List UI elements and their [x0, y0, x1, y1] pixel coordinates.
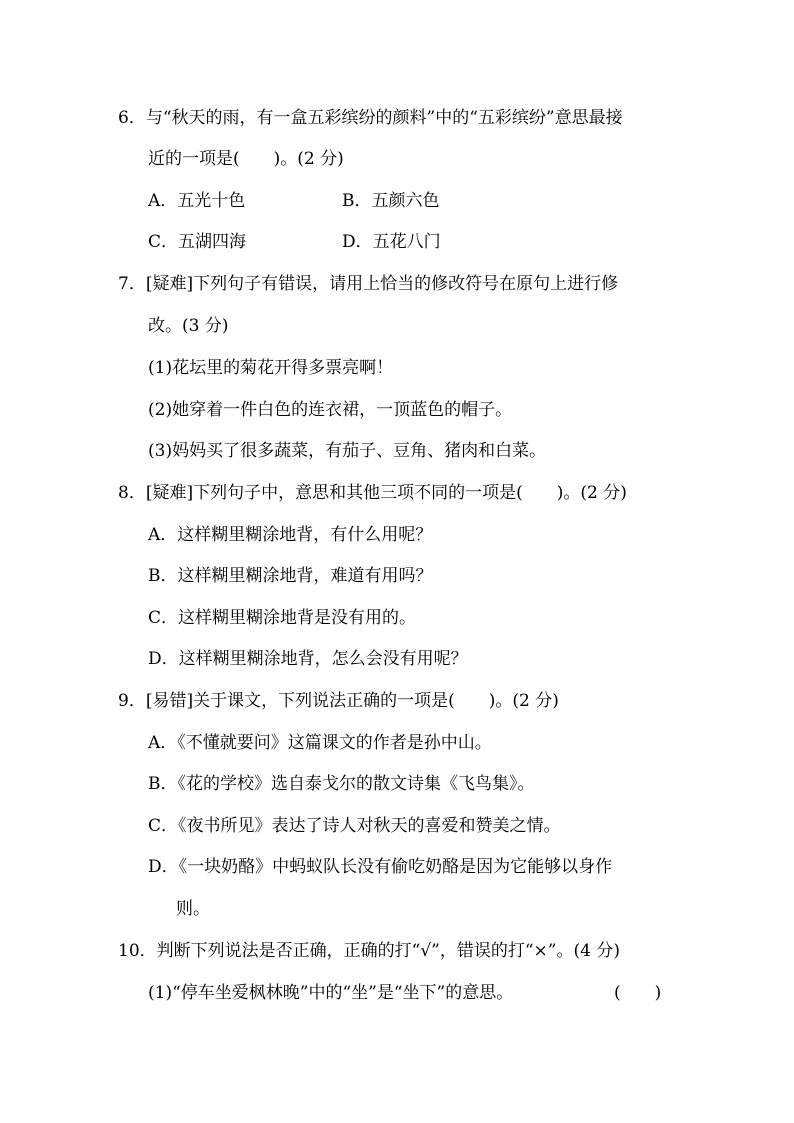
question-9-option-c: C．《夜书所见》表达了诗人对秋天的喜爱和赞美之情。 — [148, 816, 561, 836]
question-8-option-c: C．这样糊里糊涂地背是没有用的。 — [148, 608, 417, 628]
question-6-option-d: D．五花八门 — [342, 232, 441, 252]
question-8-option-d: D．这样糊里糊涂地背，怎么会没有用呢？ — [148, 649, 468, 669]
question-6-option-a: A．五光十色 — [148, 191, 246, 211]
question-6-option-b: B．五颜六色 — [342, 191, 440, 211]
question-7-item-1: (1)花坛里的菊花开得多票亮啊！ — [148, 358, 394, 378]
question-7-item-2: (2)她穿着一件白色的连衣裙，一顶蓝色的帽子。 — [148, 400, 513, 420]
question-8-option-a: A．这样糊里糊涂地背，有什么用呢？ — [148, 525, 433, 545]
question-7-stem-line-1: 7．[疑难]下列句子有错误，请用上恰当的修改符号在原句上进行修 — [118, 274, 619, 294]
question-6-stem-line-1: 6．与“秋天的雨，有一盒五彩缤纷的颜料”中的“五彩缤纷”意思最接 — [118, 108, 623, 128]
question-9-option-d-line-1: D．《一块奶酪》中蚂蚁队长没有偷吃奶酪是因为它能够以身作 — [148, 857, 613, 877]
question-7-stem-line-2: 改。(3 分) — [148, 316, 229, 336]
question-8-option-b: B．这样糊里糊涂地背，难道有用吗？ — [148, 566, 433, 586]
question-6-stem-line-2: 近的一项是( )。(2 分) — [148, 149, 344, 169]
question-6-option-c: C．五湖四海 — [148, 232, 247, 252]
question-10-stem: 10．判断下列说法是否正确，正确的打“√”，错误的打“×”。(4 分) — [118, 941, 620, 961]
question-9-option-a: A．《不懂就要问》这篇课文的作者是孙中山。 — [148, 733, 492, 753]
question-9-option-d-line-2: 则。 — [176, 899, 210, 919]
question-7-item-3: (3)妈妈买了很多蔬菜，有茄子、豆角、猪肉和白菜。 — [148, 441, 547, 461]
question-9-stem: 9．[易错]关于课文，下列说法正确的一项是( )。(2 分) — [118, 691, 559, 711]
question-10-item-1-answer-bracket[interactable]: ( ) — [614, 983, 662, 1003]
question-10-item-1: (1)“停车坐爱枫林晚”中的“坐”是“坐下”的意思。 — [148, 983, 514, 1003]
question-9-option-b: B．《花的学校》选自泰戈尔的散文诗集《飞鸟集》。 — [148, 774, 535, 794]
question-8-stem: 8．[疑难]下列句子中，意思和其他三项不同的一项是( )。(2 分) — [118, 483, 627, 503]
